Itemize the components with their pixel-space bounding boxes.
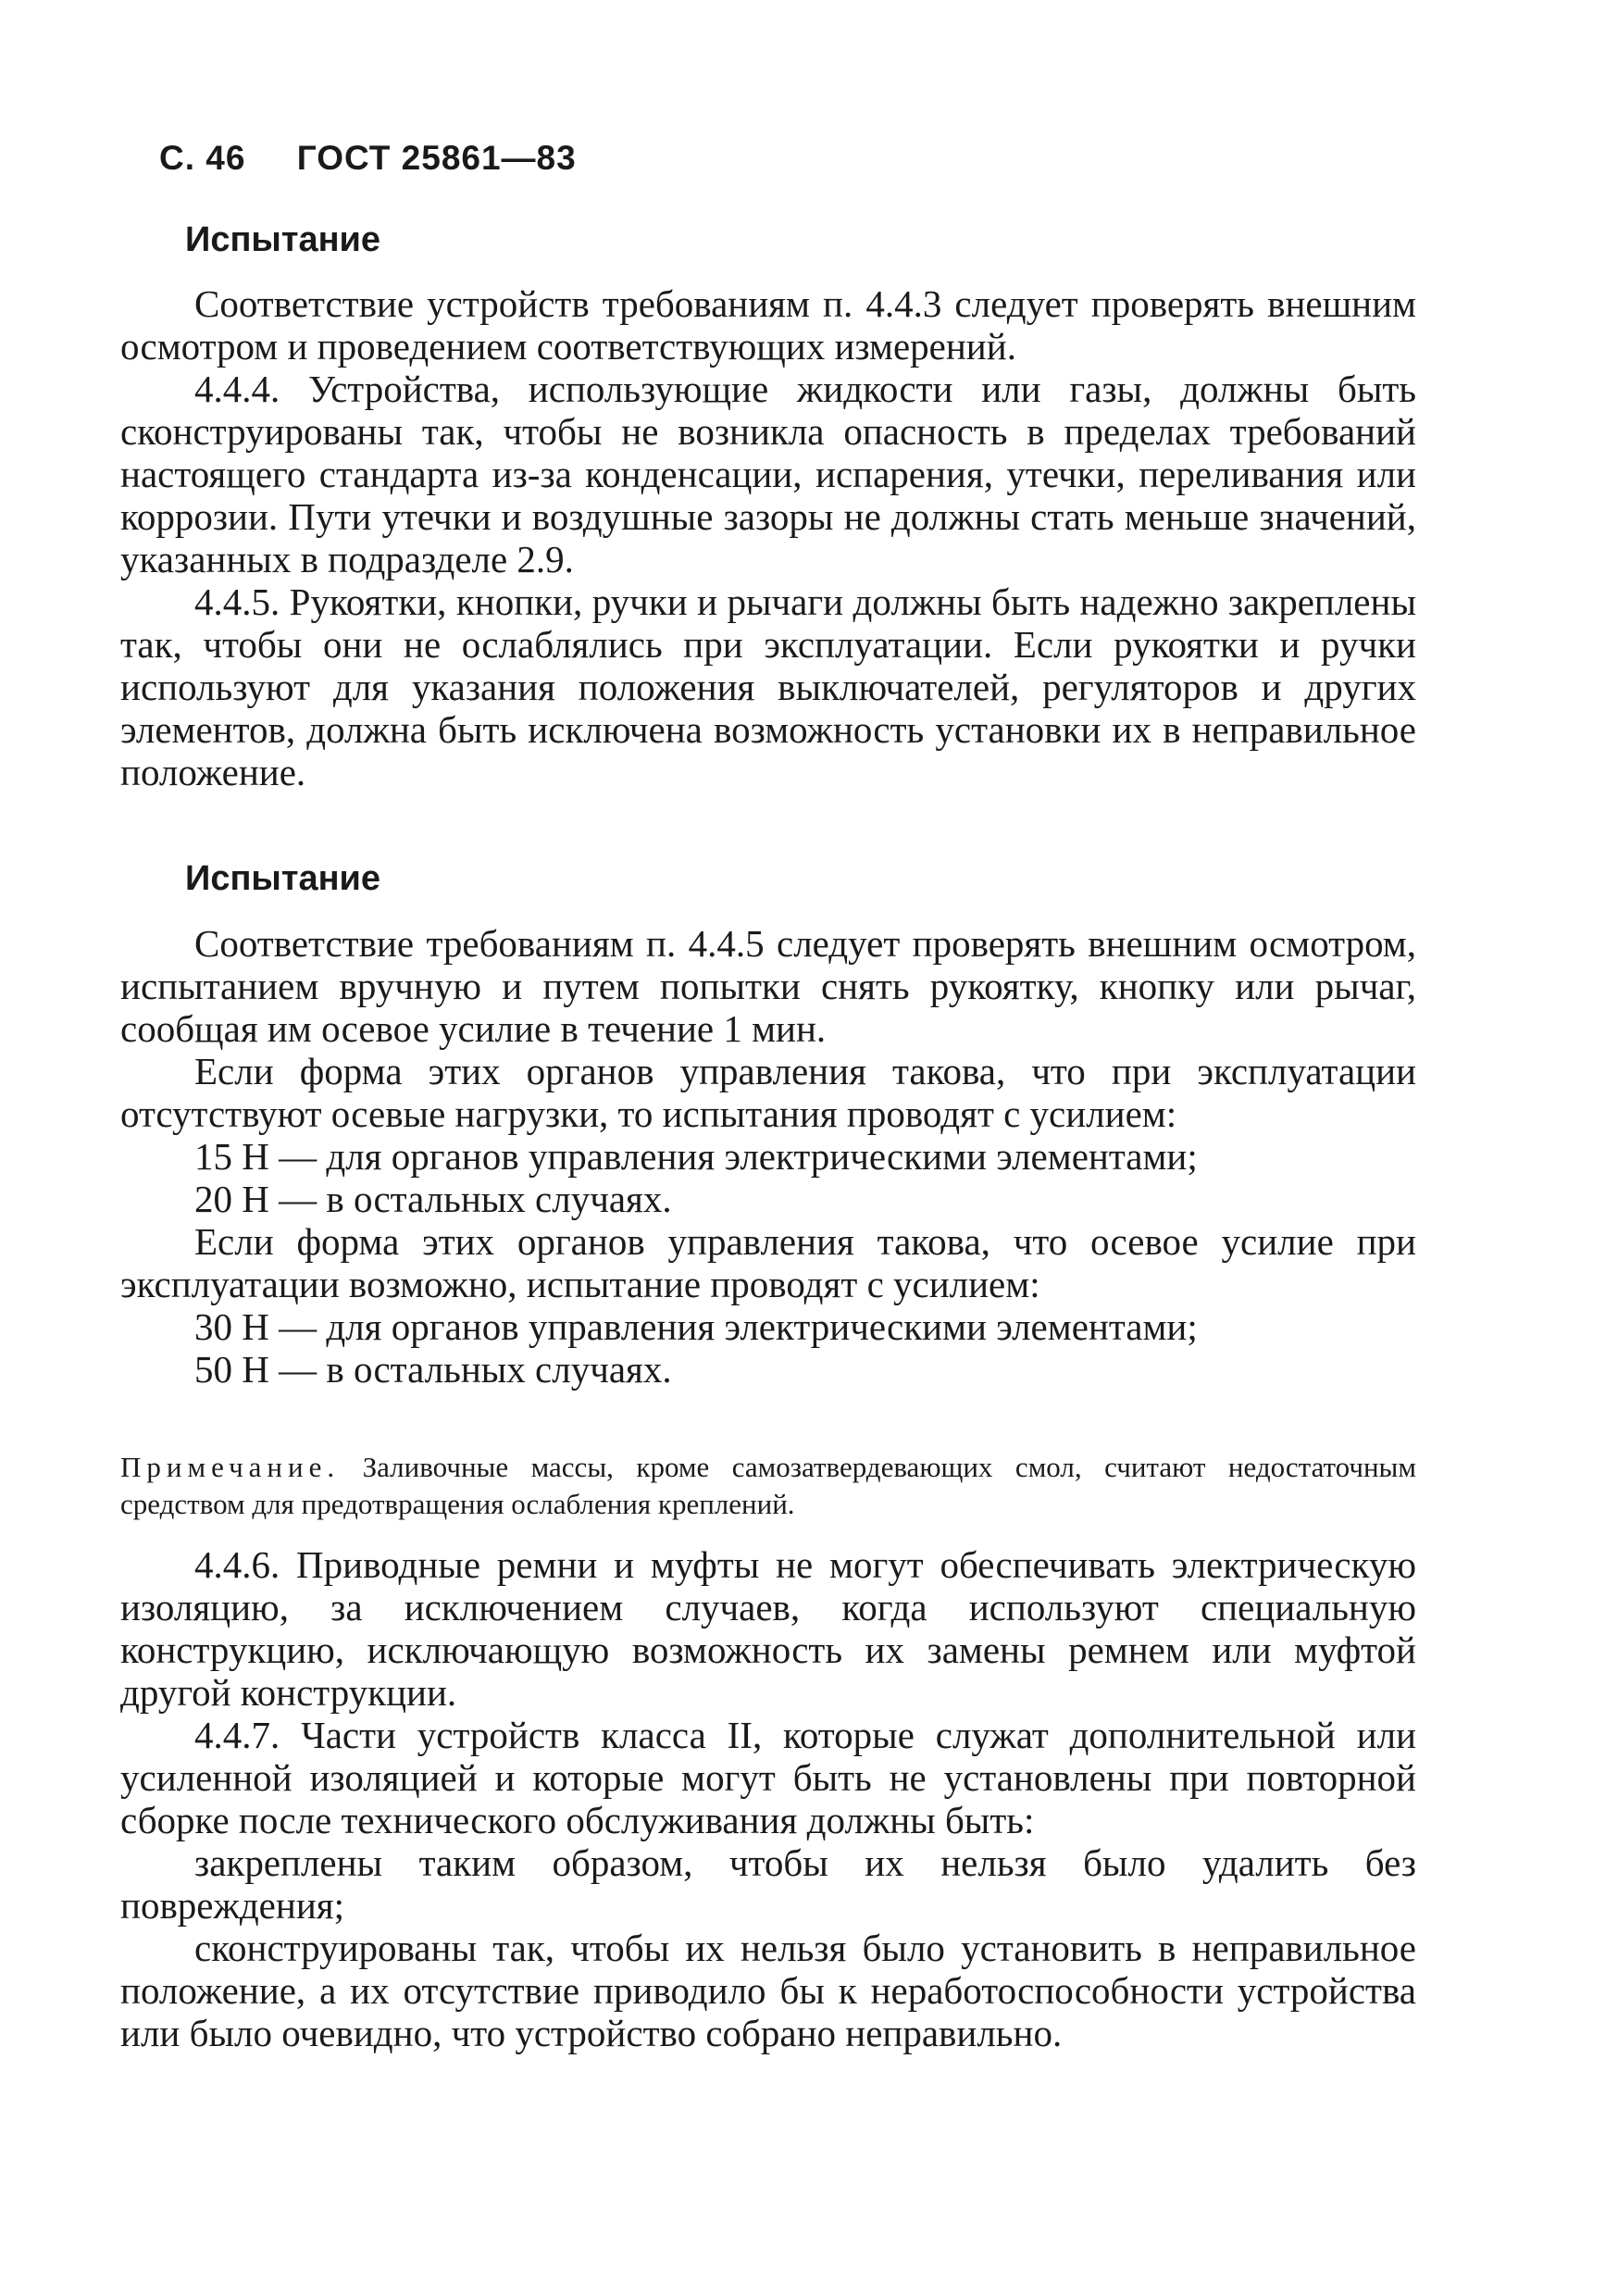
page-header	[159, 139, 577, 178]
load-item-15n: 15 Н — для органов управления электрическими элементами;	[194, 1135, 1198, 1178]
note-block	[120, 1449, 1416, 1523]
page-number: С. 46	[159, 139, 246, 177]
note	[120, 1449, 1416, 1523]
note-text: Заливочные массы, кроме самозатвердевающих смол, считают недостаточным средством для предотвращения ослабления креплений.	[120, 1451, 1416, 1520]
paragraph-4-4-6: 4.4.6. Приводные ремни и муфты не могут обеспечивать электрическую изоляцию, за исключением случаев, когда используют специальную конструкцию, исключающую возможность их замены ремнем или муфтой другой конструкции.	[120, 1543, 1416, 1714]
standard-number: ГОСТ 25861—83	[296, 139, 577, 177]
load-item-50n: 50 Н — в остальных случаях.	[194, 1348, 672, 1391]
list-item-fixed: закреплены таким образом, чтобы их нельзя было удалить без повреждения;	[120, 1841, 1416, 1927]
section-2-body	[120, 922, 1416, 1391]
load-item-30n: 30 Н — для органов управления электрическими элементами;	[194, 1305, 1198, 1348]
section-heading-test-2: Испытание	[185, 859, 381, 898]
load-item-20n: 20 Н — в остальных случаях.	[194, 1178, 672, 1220]
paragraph-4-4-4: 4.4.4. Устройства, использующие жидкости или газы, должны быть сконструированы так, чтобы не возникла опасность в пределах требований настоящего стандарта из-за конденсации, испарения, утечки, переливания или коррозии. Пути утечки и воздушные зазоры не должны стать меньше значений, указанных в подразделе 2.9.	[120, 368, 1416, 580]
paragraph-compliance-4-4-3: Соответствие устройств требованиям п. 4.4.3 следует проверять внешним осмотром и проведением соответствующих измерений.	[120, 282, 1416, 368]
paragraph-axial-loads-absent: Если форма этих органов управления такова, что при эксплуатации отсутствуют осевые нагрузки, то испытания проводят с усилием:	[120, 1050, 1416, 1135]
note-label: Примечание.	[120, 1451, 341, 1483]
paragraph-compliance-4-4-5: Соответствие требованиям п. 4.4.5 следует проверять внешним осмотром, испытанием вручную и путем попытки снять рукоятку, кнопку или рычаг, сообщая им осевое усилие в течение 1 мин.	[120, 922, 1416, 1050]
section-heading-test-1: Испытание	[185, 220, 381, 259]
section-1-body	[120, 282, 1416, 793]
paragraph-4-4-7: 4.4.7. Части устройств класса II, которые служат дополнительной или усиленной изоляцией и которые могут быть не установлены при повторной сборке после технического обслуживания должны быть:	[120, 1714, 1416, 1841]
section-3-body	[120, 1543, 1416, 2054]
paragraph-4-4-5: 4.4.5. Рукоятки, кнопки, ручки и рычаги должны быть надежно закреплены так, чтобы они не ослаблялись при эксплуатации. Если рукоятки и ручки используют для указания положения выключателей, регуляторов и других элементов, должна быть исключена возможность установки их в неправильное положение.	[120, 580, 1416, 793]
list-item-designed: сконструированы так, чтобы их нельзя было установить в неправильное положение, а их отсутствие приводило бы к неработоспособности устройства или было очевидно, что устройство собрано неправильно.	[120, 1927, 1416, 2054]
paragraph-axial-force-possible: Если форма этих органов управления такова, что осевое усилие при эксплуатации возможно, испытание проводят с усилием:	[120, 1220, 1416, 1305]
